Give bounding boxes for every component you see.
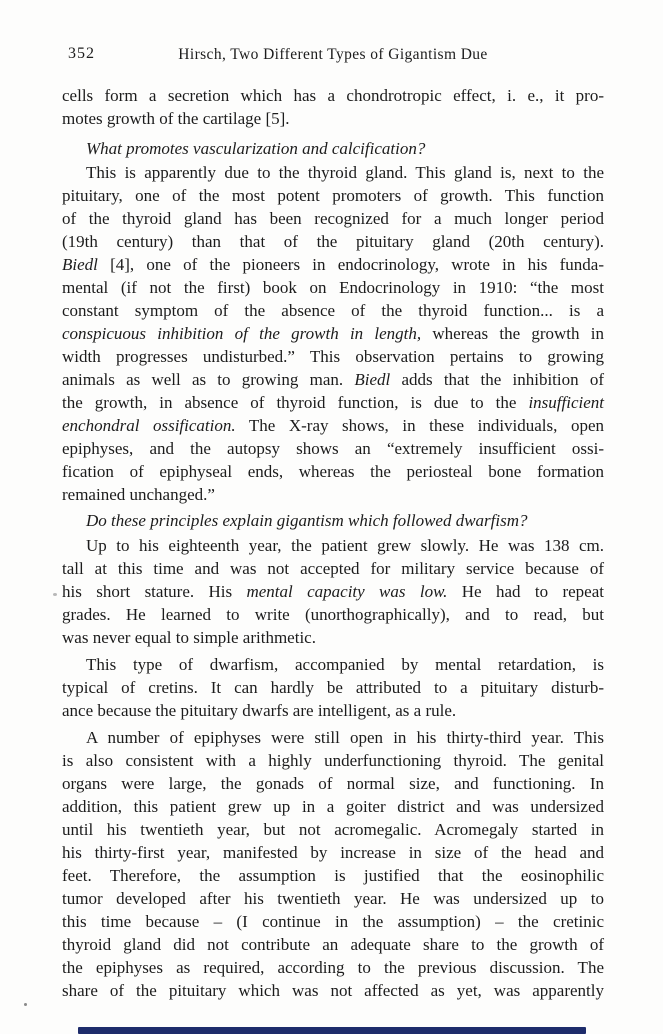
text-line — [62, 437, 604, 460]
text-line — [62, 534, 604, 557]
text-segment: tall at this time and was not accepted for military service because of — [62, 559, 604, 578]
text-line — [62, 509, 604, 532]
paragraph — [62, 534, 604, 649]
text-segment: width progresses undisturbed.” This observation pertains to growing — [62, 347, 604, 366]
text-segment: animals as well as to growing man. — [62, 370, 355, 389]
text-line — [62, 184, 604, 207]
text-segment: adds that the inhibition of — [390, 370, 605, 389]
text-line — [62, 772, 604, 795]
text-line — [62, 207, 604, 230]
page-header — [62, 45, 604, 66]
text-segment: The X-ray shows, in these individuals, open — [235, 416, 604, 435]
text-line — [62, 699, 604, 722]
text-line — [62, 368, 604, 391]
text-line — [62, 161, 604, 184]
book-edge-bar — [78, 1027, 586, 1034]
text-line — [62, 726, 604, 749]
text-line — [62, 230, 604, 253]
text-segment: grades. He learned to write (unorthographically), and to read, but — [62, 605, 604, 624]
text-segment: motes growth of the cartilage [5]. — [62, 109, 290, 128]
text-segment: pituitary, one of the most potent promoters of growth. This function — [62, 186, 604, 205]
text-line — [62, 483, 604, 506]
text-line — [62, 864, 604, 887]
text-line — [62, 933, 604, 956]
text-line — [62, 414, 604, 437]
italic-text-segment: conspicuous inhibition of the growth in length, — [62, 324, 422, 343]
running-title: Hirsch, Two Different Types of Gigantism Due — [178, 46, 488, 63]
text-segment: his short stature. His — [62, 582, 247, 601]
text-segment: tumor developed after his twentieth year. He was undersized up to — [62, 889, 604, 908]
text-line — [62, 391, 604, 414]
text-line — [62, 841, 604, 864]
text-line — [62, 557, 604, 580]
paragraph — [62, 653, 604, 722]
text-segment: organs were large, the gonads of normal size, and functioning. In — [62, 774, 604, 793]
text-line — [62, 887, 604, 910]
text-line — [62, 603, 604, 626]
text-segment: share of the pituitary which was not affected as yet, was apparently — [62, 981, 604, 1000]
text-segment: [4], one of the pioneers in endocrinology, wrote in his funda- — [97, 255, 604, 274]
italic-text-segment: enchondral ossification. — [62, 416, 236, 435]
text-segment: the growth, in absence of thyroid function, is due to the — [62, 393, 529, 412]
italic-text-segment: insufficient — [528, 393, 604, 412]
text-line — [62, 137, 604, 160]
text-line — [62, 956, 604, 979]
text-line — [62, 979, 604, 1002]
text-segment: epiphyses, and the autopsy shows an “extremely insufficient ossi- — [62, 439, 604, 458]
text-segment: remained unchanged.” — [62, 485, 215, 504]
italic-text-segment: mental capacity was low. — [246, 582, 448, 601]
text-segment: ance because the pituitary dwarfs are intelligent, as a rule. — [62, 701, 457, 720]
text-line — [62, 276, 604, 299]
text-segment: This type of dwarfism, accompanied by mental retardation, is — [86, 655, 604, 674]
text-line — [62, 107, 604, 130]
text-segment: (19th century) than that of the pituitary gland (20th century). — [62, 232, 604, 251]
text-line — [62, 299, 604, 322]
text-line — [62, 910, 604, 933]
text-segment: constant symptom of the absence of the thyroid function... is a — [62, 301, 604, 320]
text-segment: typical of cretins. It can hardly be attributed to a pituitary disturb- — [62, 678, 604, 697]
italic-text-segment: Do these principles explain gigantism which followed dwarfism? — [86, 511, 528, 530]
text-segment: fication of epiphyseal ends, whereas the periosteal bone formation — [62, 462, 604, 481]
text-segment: of the thyroid gland has been recognized for a much longer period — [62, 209, 604, 228]
question-heading — [62, 509, 604, 532]
text-line — [62, 322, 604, 345]
text-segment: This is apparently due to the thyroid gland. This gland is, next to the — [86, 163, 604, 182]
text-line — [62, 795, 604, 818]
italic-text-segment: Biedl — [62, 255, 98, 274]
question-heading — [62, 137, 604, 160]
text-line — [62, 580, 604, 603]
text-line — [62, 749, 604, 772]
text-segment: whereas the growth in — [421, 324, 604, 343]
text-segment: this time because – (I continue in the assumption) – the cretinic — [62, 912, 604, 931]
text-segment: addition, this patient grew up in a goiter district and was undersized — [62, 797, 604, 816]
text-line — [62, 818, 604, 841]
text-segment: was never equal to simple arithmetic. — [62, 628, 316, 647]
paragraph — [62, 726, 604, 1002]
text-segment: A number of epiphyses were still open in his thirty-third year. This — [86, 728, 604, 747]
text-line — [62, 84, 604, 107]
text-line — [62, 653, 604, 676]
text-segment: his thirty-first year, manifested by increase in size of the head and — [62, 843, 604, 862]
text-segment: the epiphyses as required, according to the previous discussion. The — [62, 958, 604, 977]
paragraph — [62, 161, 604, 506]
italic-text-segment: Biedl — [354, 370, 391, 389]
scan-speck — [24, 1003, 27, 1006]
text-line — [62, 253, 604, 276]
text-segment: until his twentieth year, but not acromegalic. Acromegaly started in — [62, 820, 604, 839]
text-segment: thyroid gland did not contribute an adequate share to the growth of — [62, 935, 604, 954]
text-line — [62, 460, 604, 483]
text-segment: He had to repeat — [447, 582, 604, 601]
text-segment: cells form a secretion which has a chondrotropic effect, i. e., it pro- — [62, 86, 604, 105]
scan-speck — [53, 593, 57, 596]
page-number: 352 — [68, 45, 95, 62]
text-column — [62, 84, 604, 1002]
text-segment: mental (if not the first) book on Endocrinology in 1910: “the most — [62, 278, 604, 297]
text-line — [62, 345, 604, 368]
text-segment: Up to his eighteenth year, the patient grew slowly. He was 138 cm. — [86, 536, 604, 555]
text-line — [62, 676, 604, 699]
italic-text-segment: What promotes vascularization and calcification? — [86, 139, 426, 158]
text-segment: feet. Therefore, the assumption is justified that the eosinophilic — [62, 866, 604, 885]
text-segment: is also consistent with a highly underfunctioning thyroid. The genital — [62, 751, 604, 770]
text-line — [62, 626, 604, 649]
paragraph — [62, 84, 604, 130]
